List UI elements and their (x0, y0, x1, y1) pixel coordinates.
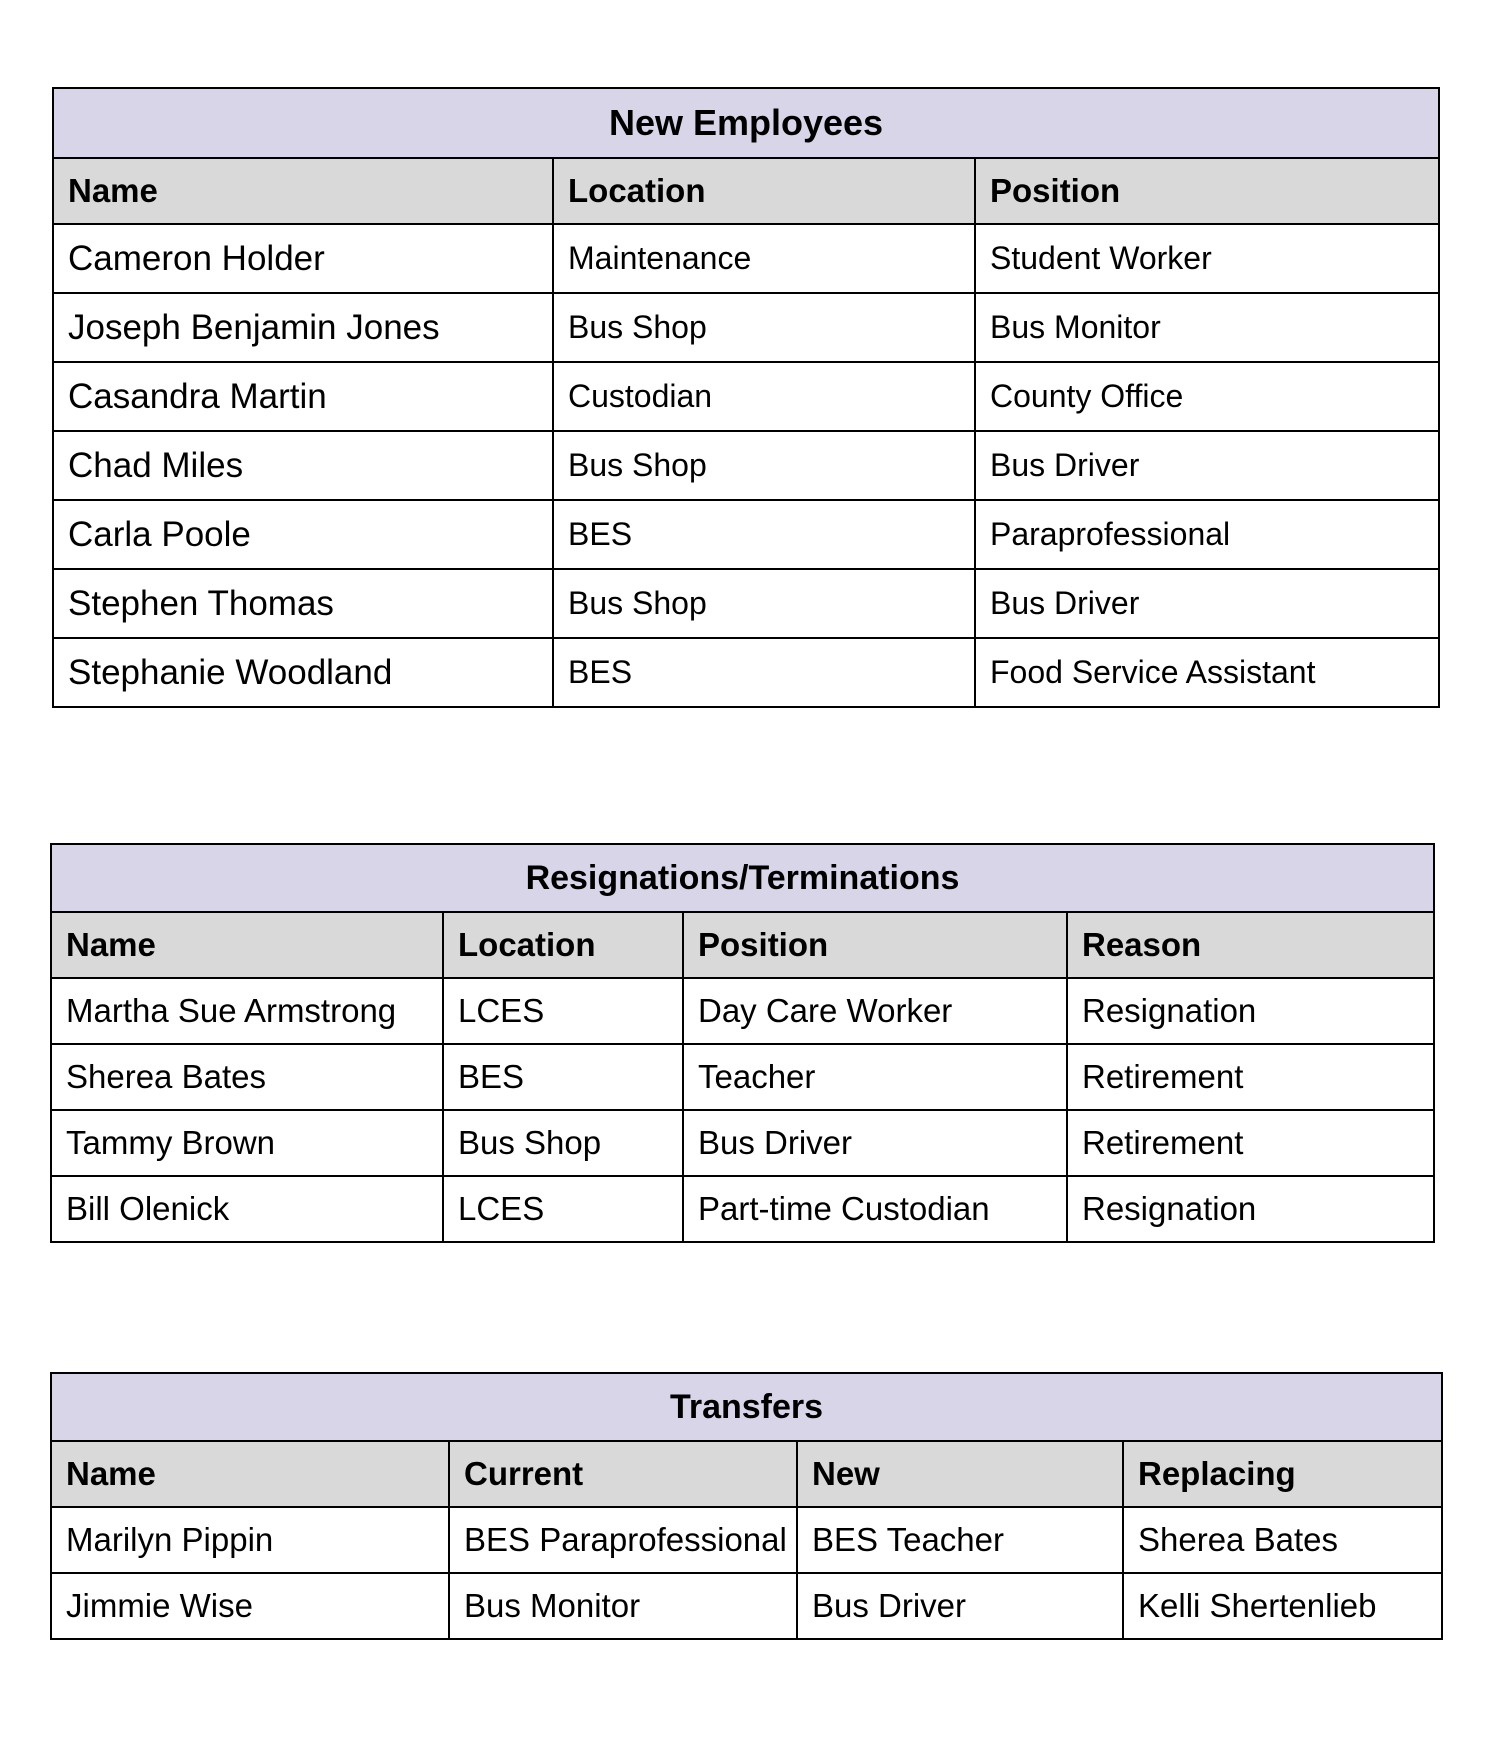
cell-location: BES (443, 1044, 683, 1110)
cell-new: Bus Driver (797, 1573, 1123, 1639)
cell-location: Custodian (553, 362, 975, 431)
column-header-position: Position (683, 912, 1067, 978)
new-employees-title: New Employees (53, 88, 1439, 158)
cell-name: Casandra Martin (53, 362, 553, 431)
header-row (51, 1441, 1442, 1507)
cell-location: LCES (443, 1176, 683, 1242)
column-header-name: Name (51, 912, 443, 978)
column-header-new: New (797, 1441, 1123, 1507)
cell-reason: Resignation (1067, 1176, 1434, 1242)
table-row (53, 293, 1439, 362)
cell-reason: Retirement (1067, 1044, 1434, 1110)
table-row (51, 1507, 1442, 1573)
cell-reason: Resignation (1067, 978, 1434, 1044)
column-header-location: Location (443, 912, 683, 978)
cell-location: BES (553, 638, 975, 707)
resignations-table (50, 843, 1435, 1243)
cell-name: Tammy Brown (51, 1110, 443, 1176)
cell-new: BES Teacher (797, 1507, 1123, 1573)
table-row (51, 1573, 1442, 1639)
cell-name: Martha Sue Armstrong (51, 978, 443, 1044)
cell-name: Cameron Holder (53, 224, 553, 293)
cell-current: Bus Monitor (449, 1573, 797, 1639)
cell-location: Bus Shop (553, 569, 975, 638)
table-row (53, 224, 1439, 293)
cell-name: Chad Miles (53, 431, 553, 500)
table-row (51, 1176, 1434, 1242)
cell-name: Sherea Bates (51, 1044, 443, 1110)
table-row (53, 638, 1439, 707)
cell-position: Part-time Custodian (683, 1176, 1067, 1242)
column-header-replacing: Replacing (1123, 1441, 1442, 1507)
cell-position: Food Service Assistant (975, 638, 1439, 707)
cell-position: Teacher (683, 1044, 1067, 1110)
cell-current: BES Paraprofessional (449, 1507, 797, 1573)
cell-name: Jimmie Wise (51, 1573, 449, 1639)
cell-position: Bus Driver (975, 569, 1439, 638)
transfers-title: Transfers (51, 1373, 1442, 1441)
column-header-name: Name (51, 1441, 449, 1507)
cell-name: Joseph Benjamin Jones (53, 293, 553, 362)
cell-name: Marilyn Pippin (51, 1507, 449, 1573)
cell-name: Stephen Thomas (53, 569, 553, 638)
cell-location: Maintenance (553, 224, 975, 293)
cell-position: Bus Monitor (975, 293, 1439, 362)
transfers-table (50, 1372, 1443, 1640)
header-row (53, 158, 1439, 224)
table-row (51, 978, 1434, 1044)
cell-position: Bus Driver (975, 431, 1439, 500)
column-header-reason: Reason (1067, 912, 1434, 978)
column-header-name: Name (53, 158, 553, 224)
table-row (53, 500, 1439, 569)
cell-name: Carla Poole (53, 500, 553, 569)
cell-position: Bus Driver (683, 1110, 1067, 1176)
table-row (53, 362, 1439, 431)
cell-location: BES (553, 500, 975, 569)
cell-replacing: Kelli Shertenlieb (1123, 1573, 1442, 1639)
cell-reason: Retirement (1067, 1110, 1434, 1176)
cell-position: Day Care Worker (683, 978, 1067, 1044)
table-row (51, 1044, 1434, 1110)
column-header-current: Current (449, 1441, 797, 1507)
cell-name: Stephanie Woodland (53, 638, 553, 707)
cell-position: Paraprofessional (975, 500, 1439, 569)
cell-position: Student Worker (975, 224, 1439, 293)
table-row (53, 431, 1439, 500)
cell-name: Bill Olenick (51, 1176, 443, 1242)
column-header-position: Position (975, 158, 1439, 224)
resignations-title: Resignations/Terminations (51, 844, 1434, 912)
cell-replacing: Sherea Bates (1123, 1507, 1442, 1573)
cell-location: LCES (443, 978, 683, 1044)
cell-location: Bus Shop (553, 293, 975, 362)
cell-location: Bus Shop (443, 1110, 683, 1176)
new-employees-table (52, 87, 1440, 708)
table-row (53, 569, 1439, 638)
table-row (51, 1110, 1434, 1176)
cell-position: County Office (975, 362, 1439, 431)
column-header-location: Location (553, 158, 975, 224)
header-row (51, 912, 1434, 978)
cell-location: Bus Shop (553, 431, 975, 500)
